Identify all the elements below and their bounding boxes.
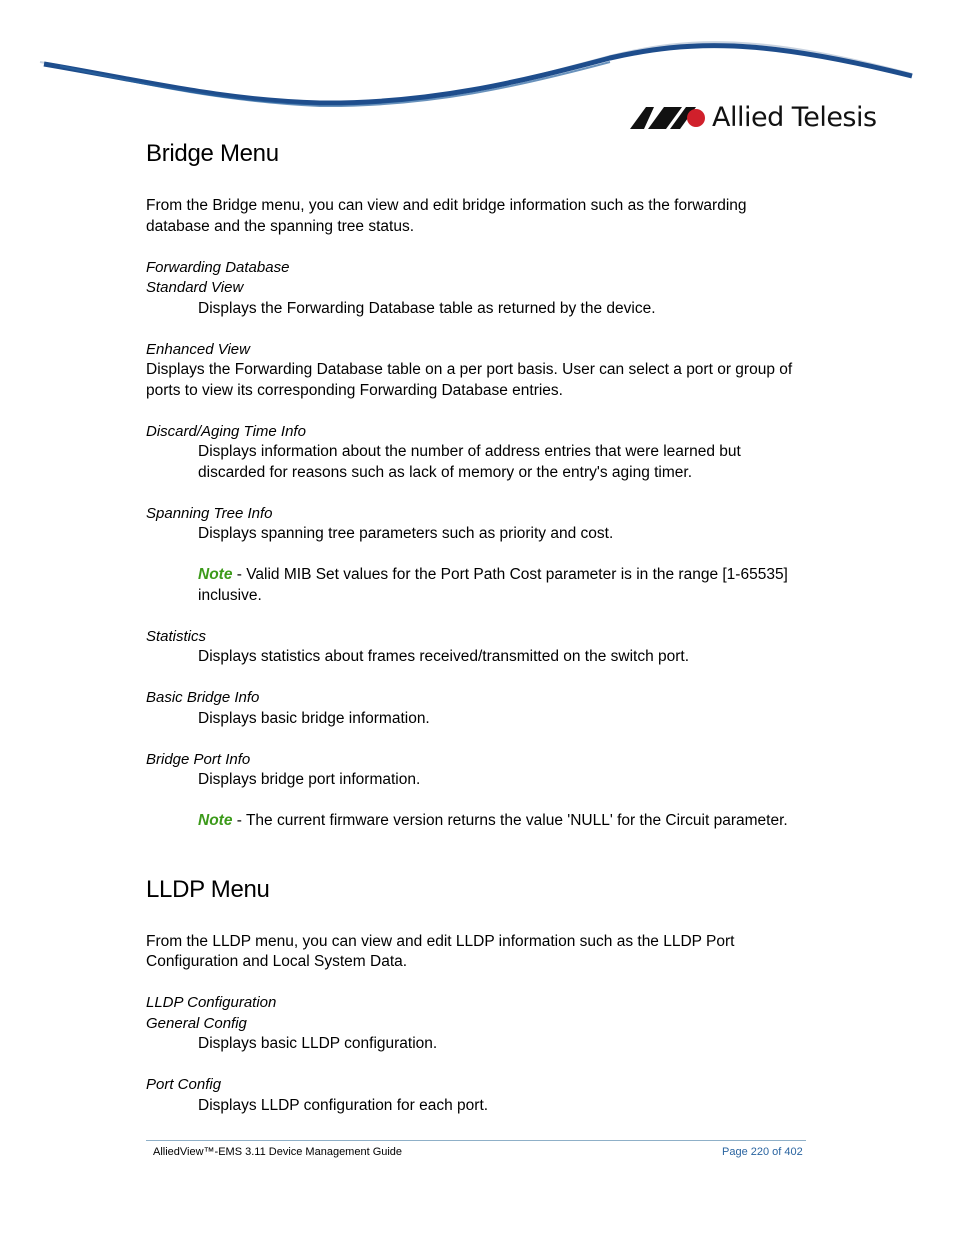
spanning-tree-desc: Displays spanning tree parameters such as priority and cost.	[198, 525, 614, 542]
enhanced-view-desc: Displays the Forwarding Database table on a per port basis. User can select a port or group of ports to view its corresponding Forwarding Database entries.	[146, 361, 793, 399]
lldp-configuration-label: LLDP Configuration	[146, 994, 277, 1011]
footer-page-number: Page 220 of 402	[722, 1146, 803, 1158]
lldp-intro: From the LLDP menu, you can view and edit LLDP information such as the LLDP Port Configuration and Local System Data.	[146, 932, 735, 970]
port-config-desc: Displays LLDP configuration for each port.	[198, 1096, 489, 1114]
note-port-path-cost	[146, 565, 806, 606]
bridge-intro: From the Bridge menu, you can view and edit bridge information such as the forwarding database and the spanning tree status.	[146, 197, 747, 235]
note-circuit-null	[146, 811, 806, 832]
port-config-label: Port Config	[146, 1076, 222, 1093]
general-config-desc: Displays basic LLDP configuration.	[198, 1035, 438, 1052]
bridge-port-info-label: Bridge Port Info	[146, 750, 251, 768]
spanning-tree-label: Spanning Tree Info	[146, 504, 273, 522]
basic-bridge-info-label: Basic Bridge Info	[146, 689, 260, 706]
note-text: - The current firmware version returns the value 'NULL' for the Circuit parameter.	[232, 812, 788, 829]
bridge-port-info-desc: Displays bridge port information.	[198, 771, 421, 788]
forwarding-database-label: Forwarding Database	[146, 258, 290, 276]
page-content	[146, 138, 806, 1116]
footer-divider	[146, 1140, 806, 1141]
discard-aging-desc: Displays information about the number of address entries that were learned but discarded for reasons such as lack of memory or the entry's aging timer.	[198, 443, 741, 481]
allied-telesis-logo	[630, 100, 877, 134]
note-text: - Valid MIB Set values for the Port Path Cost parameter is in the range [1-65535] inclusive.	[198, 566, 788, 604]
bridge-menu-heading: Bridge Menu	[146, 140, 279, 167]
footer-guide-title: AlliedView™-EMS 3.11 Device Management Guide	[153, 1146, 403, 1158]
enhanced-view-label: Enhanced View	[146, 340, 250, 358]
standard-view-label: Standard View	[146, 279, 244, 296]
logo-mark-icon	[630, 103, 706, 131]
note-label: Note	[198, 812, 233, 829]
note-label: Note	[198, 566, 233, 583]
general-config-label: General Config	[146, 1014, 247, 1032]
statistics-label: Statistics	[146, 627, 207, 645]
discard-aging-label: Discard/Aging Time Info	[146, 422, 306, 440]
standard-view-desc: Displays the Forwarding Database table as returned by the device.	[198, 299, 656, 317]
logo-text: Allied Telesis	[712, 101, 877, 133]
statistics-desc: Displays statistics about frames received/transmitted on the switch port.	[198, 648, 690, 665]
basic-bridge-info-desc: Displays basic bridge information.	[198, 709, 430, 727]
lldp-menu-heading: LLDP Menu	[146, 875, 270, 903]
